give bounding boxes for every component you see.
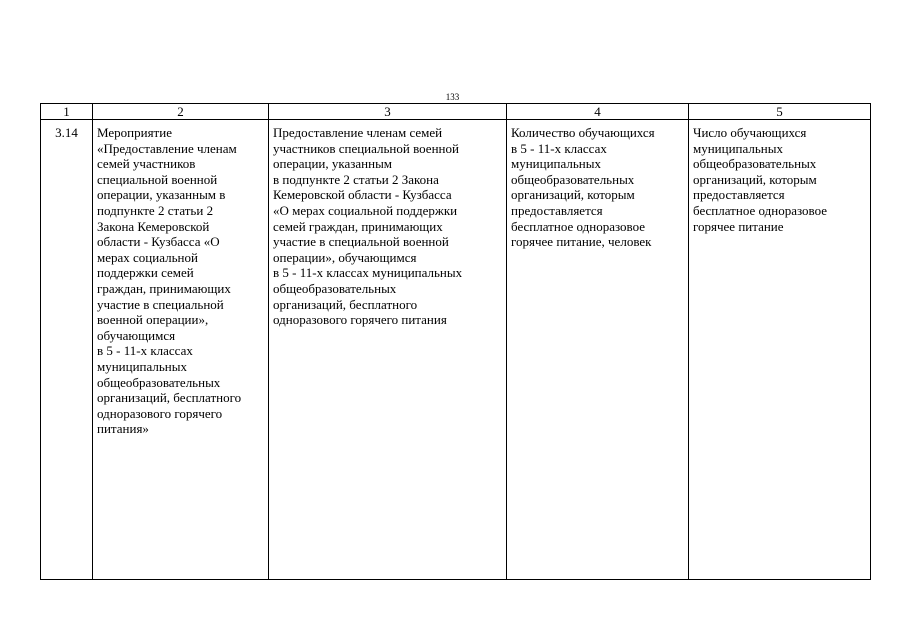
page-number: 133	[445, 92, 460, 102]
event-description-cell	[269, 120, 507, 580]
indicator-definition-text: Число обучающихся муниципальных общеобразовательных организаций, которым предоставляется бесплатное одноразовое горячее питание	[693, 125, 828, 234]
indicator-definition-cell	[689, 120, 871, 580]
row-number: 3.14	[55, 125, 78, 140]
event-description-text: Предоставление членам семей участников специальной военной операции, указанным в подпункте 2 статьи 2 Закона Кемеровской области - Кузбасса «О мерах социальной поддержки семей граждан, принимающих участие в специальной военной операции», обучающимся в 5 - 11-х классах муниципальных общеобразовательных организаций, бесплатного одноразового горячего питания	[273, 125, 463, 328]
indicator-name-text: Количество обучающихся в 5 - 11-х классах муниципальных общеобразовательных организаций, которым предоставляется бесплатное одноразовое горячее питание, человек	[511, 125, 655, 250]
table-row	[41, 120, 871, 580]
event-name-text: Мероприятие «Предоставление членам семей участников специальной военной операции, указанным в подпункте 2 статьи 2 Закона Кемеровской области - Кузбасса «О мерах социальной поддержки семей граждан, принимающих участие в специальной военной операции», обучающимся в 5 - 11-х классах муниципальных общеобразовательных организаций, бесплатного одноразового горячего питания»	[97, 125, 242, 437]
column-header-1: 1	[41, 104, 93, 120]
data-table	[40, 103, 871, 580]
column-header-5: 5	[689, 104, 871, 120]
table-header-row	[41, 104, 871, 120]
column-header-3: 3	[269, 104, 507, 120]
column-header-2: 2	[93, 104, 269, 120]
row-number-cell	[41, 120, 93, 580]
column-header-4: 4	[507, 104, 689, 120]
event-name-cell	[93, 120, 269, 580]
indicator-name-cell	[507, 120, 689, 580]
